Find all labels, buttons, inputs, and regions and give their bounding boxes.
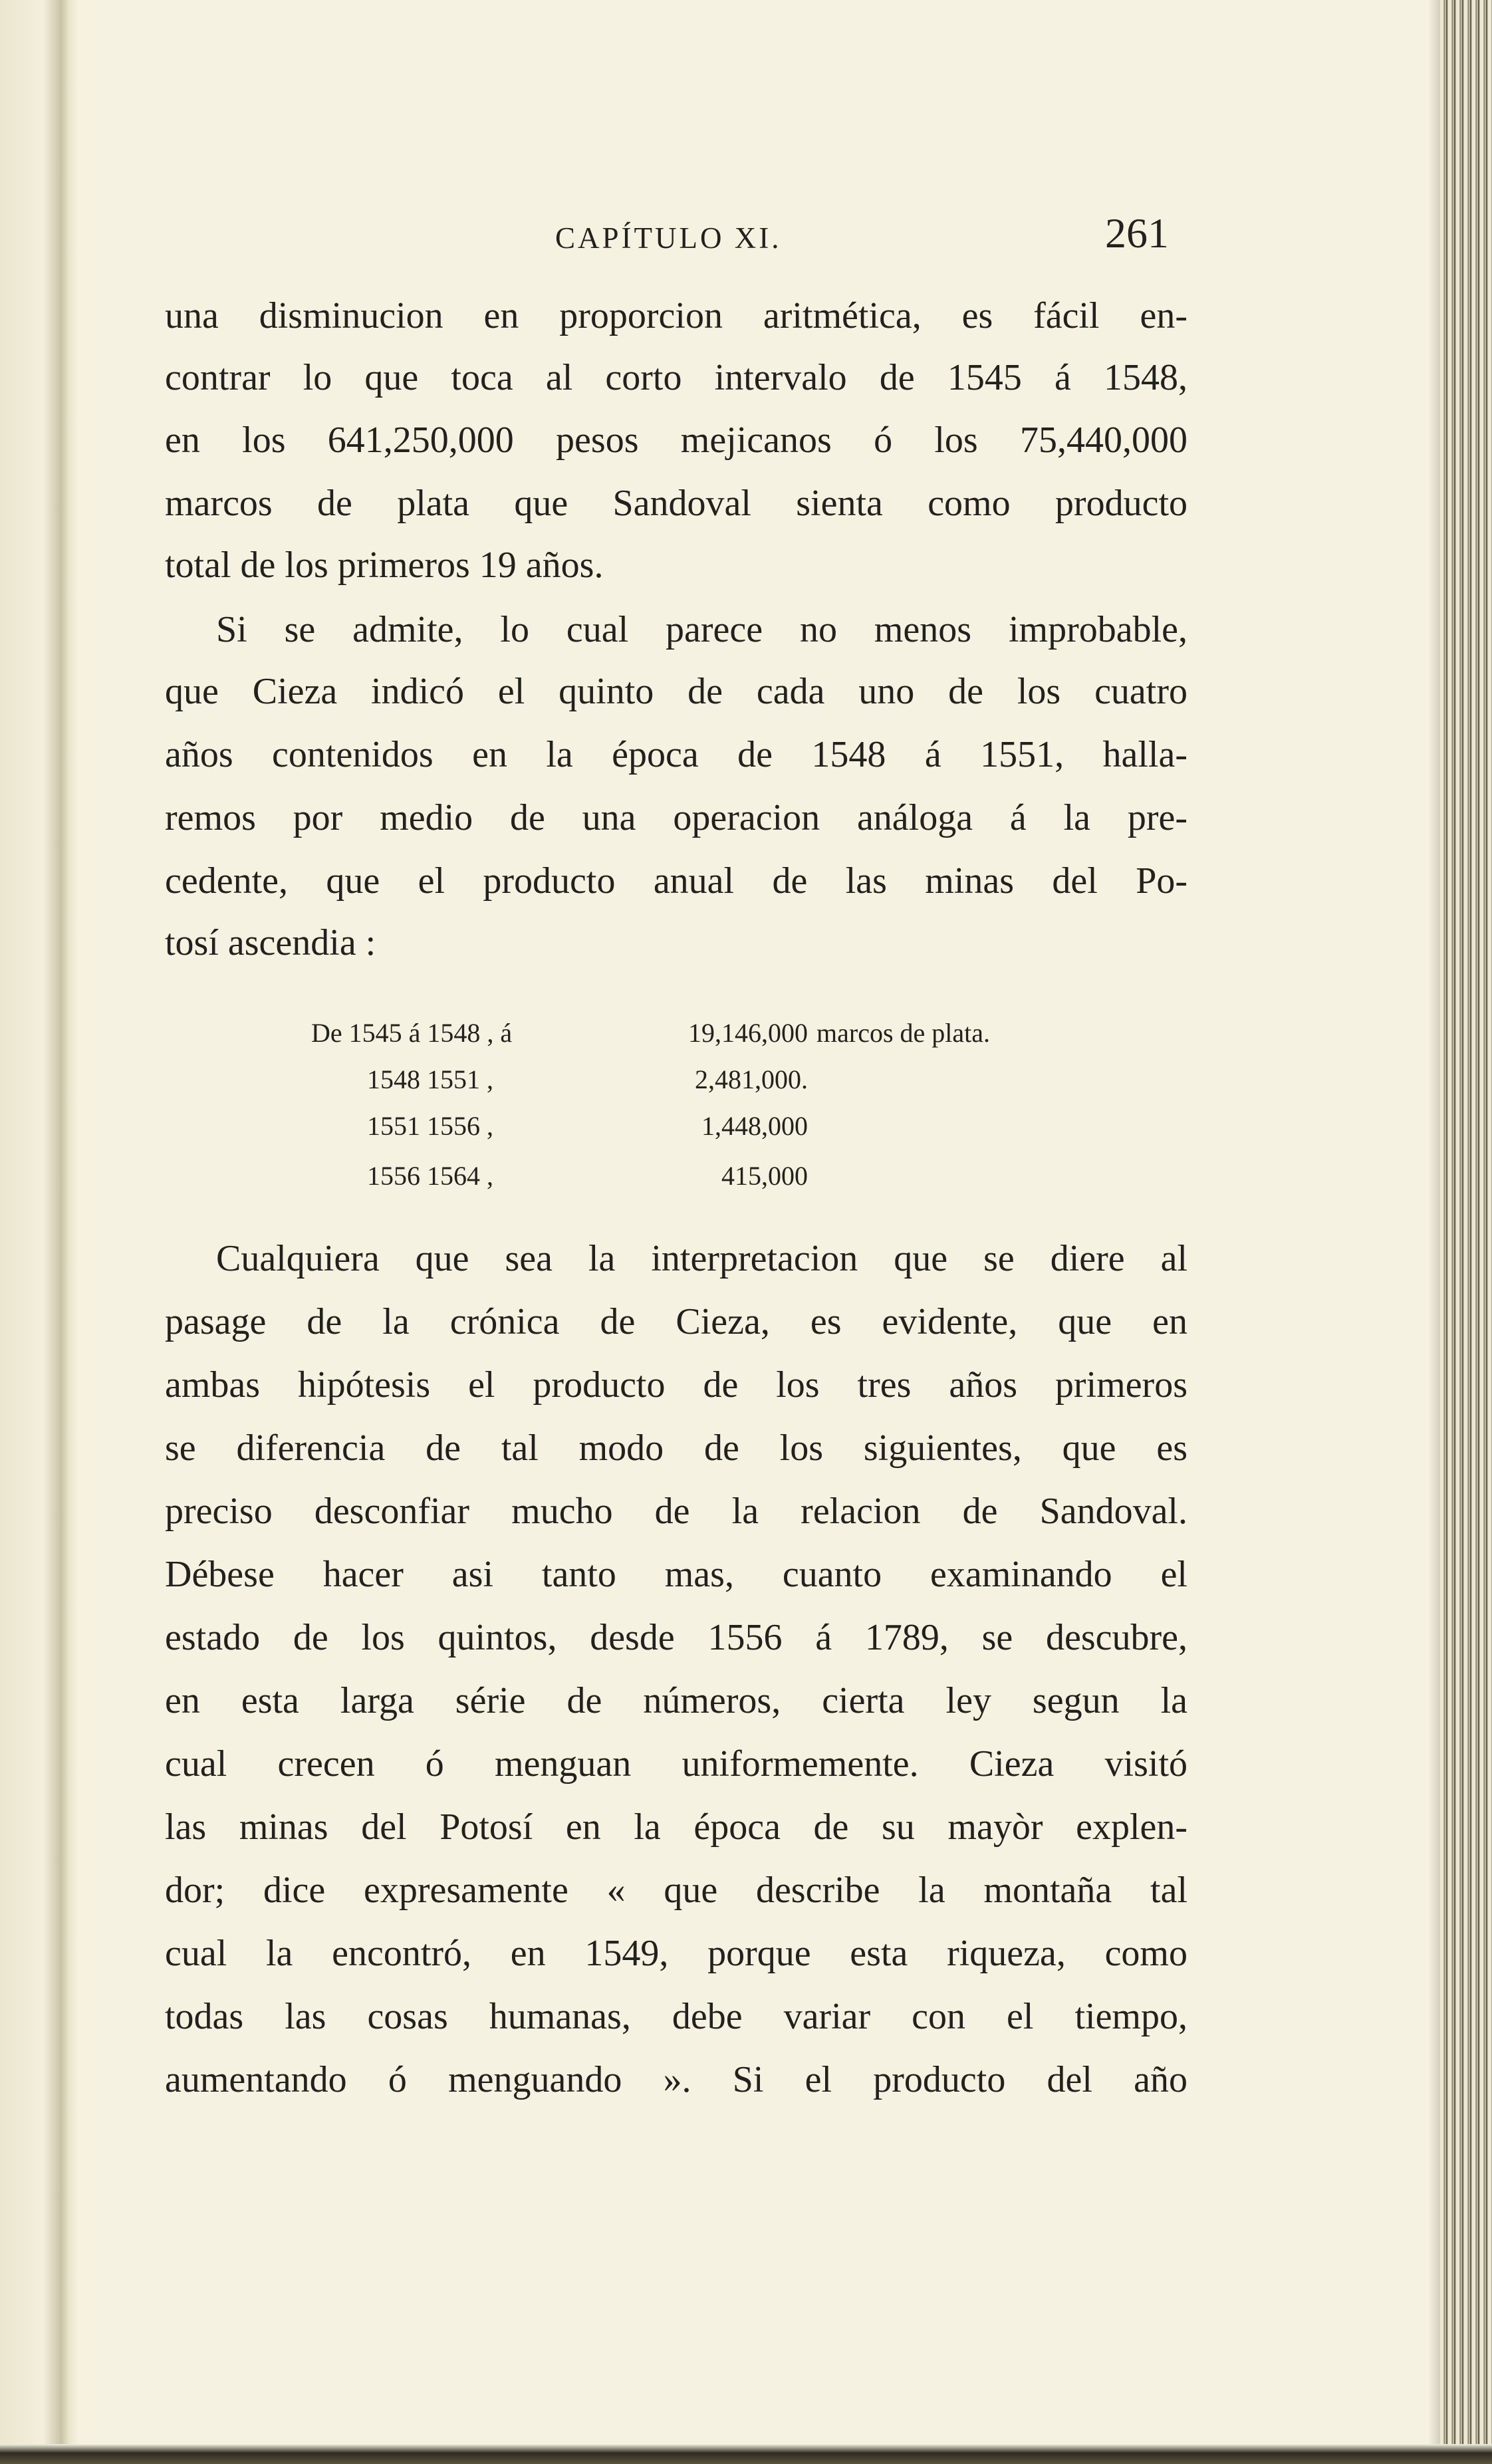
text-line: todas las cosas humanas, debe variar con el tiempo, [165,1996,1187,2037]
text-line: aumentando ó menguando ». Si el producto del año [165,2059,1187,2100]
table-unit-cell: marcos de plata. [816,1018,990,1048]
text-line: tosí ascendia : [165,922,376,963]
text-line: dor; dice expresamente « que describe la montaña tal [165,1870,1187,1911]
text-line: Débese hacer asi tanto mas, cuanto examinando el [165,1554,1187,1595]
text-line: que Cieza indicó el quinto de cada uno de los cuatro [165,671,1187,712]
table-value-cell: 415,000 [721,1161,808,1191]
text-line: marcos de plata que Sandoval sienta como producto [165,483,1187,524]
text-line: ambas hipótesis el producto de los tres años primeros [165,1364,1187,1406]
text-line: contrar lo que toca al corto intervalo de 1545 á 1548, [165,357,1187,398]
text-line: una disminucion en proporcion aritmética, es fácil en- [165,295,1187,336]
chapter-heading: CAPÍTULO XI. [555,221,782,255]
text-line: Cualquiera que sea la interpretacion que se diere al [216,1238,1187,1279]
table-value-cell: 1,448,000 [701,1111,808,1141]
table-range-cell: De 1545 á 1548 , á [311,1018,513,1048]
text-line: en los 641,250,000 pesos mejicanos ó los 75,440,000 [165,420,1187,461]
page-number: 261 [1105,209,1169,257]
table-range-cell: 1551 1556 , [367,1111,493,1141]
text-line: Si se admite, lo cual parece no menos improbable, [216,609,1187,650]
text-line: cual la encontró, en 1549, porque esta riqueza, como [165,1933,1187,1974]
text-line: cual crecen ó menguan uniformemente. Cieza visitó [165,1743,1187,1785]
text-line: remos por medio de una operacion análoga á la pre- [165,797,1187,838]
text-line: años contenidos en la época de 1548 á 1551, halla- [165,734,1187,775]
table-value-cell: 19,146,000 [688,1018,808,1048]
table-range-cell: 1556 1564 , [367,1161,493,1191]
text-line: en esta larga série de números, cierta ley segun la [165,1680,1187,1721]
text-line: las minas del Potosí en la época de su mayòr explen- [165,1806,1187,1848]
table-value-cell: 2,481,000. [695,1064,808,1094]
text-line: preciso desconfiar mucho de la relacion de Sandoval. [165,1491,1187,1532]
text-line: se diferencia de tal modo de los siguientes, que es [165,1427,1187,1469]
text-line: estado de los quintos, desde 1556 á 1789, se descubre, [165,1617,1187,1658]
table-range-cell: 1548 1551 , [367,1064,493,1094]
text-line: pasage de la crónica de Cieza, es evidente, que en [165,1301,1187,1342]
text-line: cedente, que el producto anual de las minas del Po- [165,860,1187,902]
text-line: total de los primeros 19 años. [165,545,604,586]
